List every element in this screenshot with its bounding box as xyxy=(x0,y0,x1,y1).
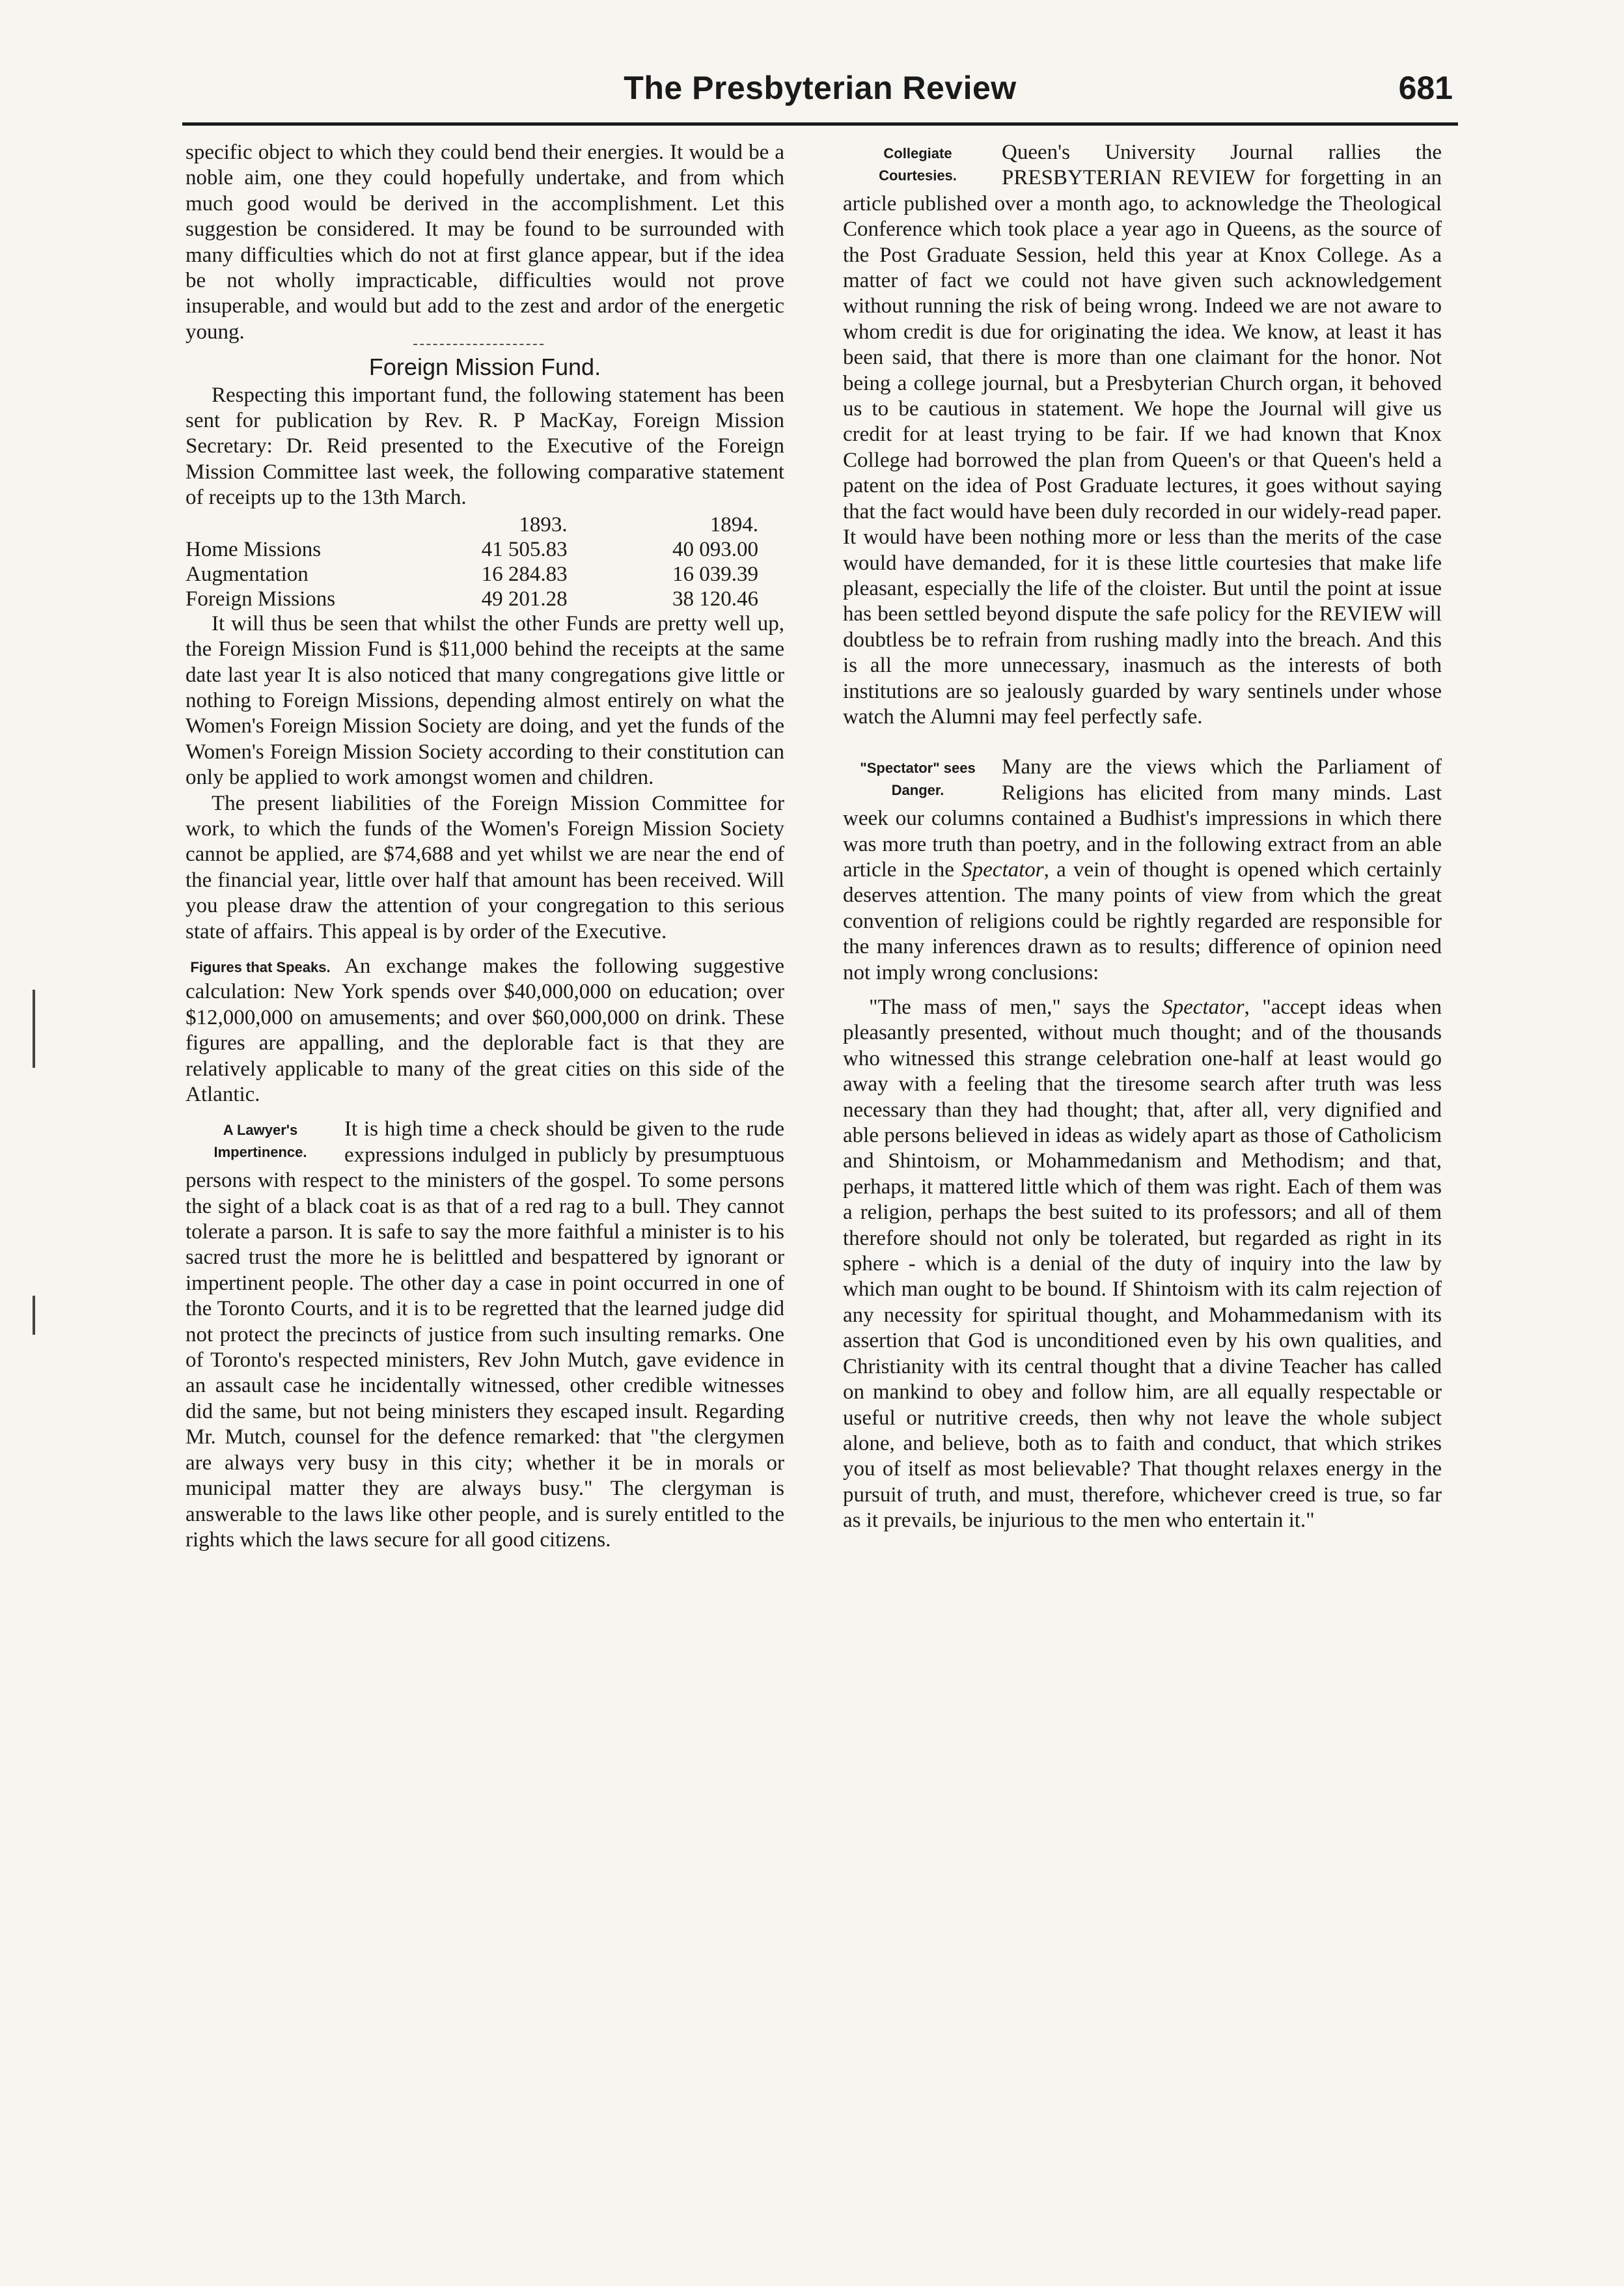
value-1894: 16 039.39 xyxy=(672,562,758,586)
row-label: Foreign Missions xyxy=(186,587,336,611)
spectator-quotation xyxy=(843,995,1442,1534)
scan-edge-mark xyxy=(33,990,35,1068)
lawyer-section xyxy=(186,1117,784,1553)
foreign-mission-paragraph: It will thus be seen that whilst the other Funds are pretty well up, the Foreign Mission Fund is $11,000 behind the receipts at the same date last year It is also noticed that many congregations give little or nothing to Foreign Missions, depending almost entirely on what the Women's Foreign Mission Society are doing, and yet the funds of the Women's Foreign Mission Society according to their constitution can only be applied to work amongst women and children. xyxy=(186,611,784,790)
sidenote-lawyer: A Lawyer's Impertinence. xyxy=(213,1122,307,1161)
table-row xyxy=(186,587,758,611)
spectator-title: Spectator xyxy=(961,857,1044,882)
sidenote-figures: Figures that Speaks. xyxy=(190,958,331,975)
value-1893: 16 284.83 xyxy=(481,562,568,586)
sidenote-spectator: "Spectator" sees Danger. xyxy=(860,760,976,799)
table-row xyxy=(186,562,758,587)
quote-text: , "accept ideas when pleasantly presented, without much thought; and of the thousands who witnessed this strange celebration one-half at least would go away with a feeling that the tiresome search after truth was less necessary than they had thought; that, after all, very dignified and able persons believed in ideas as widely apart as those of Catholicism and Shintoism, or Mohammedanism and Methodism; and that, perhaps, it mattered little which of them was right. Each of them was a religion, perhaps the best suited to its professors; and all of them therefore should not only be tolerated, but regarded as right in its sphere - which is a denial of the duty of inquiry into the law by which man ought to be bound. If Shintoism with its calm rejection of any necessity for spiritual thought, and Mohammedanism with its assertion that God is unconditioned even by his own qualities, and Christianity with its central thought that a divine Teacher has called on mankind to obey and follow him, are all equally respectable or useful or nutritive creeds, then why not leave the whole subject alone, and believe, both as to faith and conduct, that which strikes you of itself as most believable? That thought relaxes energy in the pursuit of truth, and must, therefore, whichever creed is true, so far as it prevails, be injurious to the men who entertain it." xyxy=(843,996,1442,1533)
figures-section xyxy=(186,954,784,1108)
figures-paragraph: An exchange makes the following suggestive calculation: New York spends over $40,000,000 on education; over $12,000,000 on amusements; and over $60,000,000 on drink. These figures are appalling, and the deplorable fact is that they are relatively applicable to many of the great cities on this side of the Atlantic. xyxy=(186,954,784,1106)
spectator-text: Many are the views which the Parliament of Religions has elicited from many minds. Last week our columns contained a Budhist's impressions in which there was more truth than poetry, and in the following extract from an able article in the xyxy=(843,755,1442,882)
value-1894: 40 093.00 xyxy=(672,537,758,561)
foreign-mission-paragraph: The present liabilities of the Foreign Mission Committee for work, to which the funds of the Women's Foreign Mission Society cannot be applied, are $74,688 and yet whilst we are near the end of the financial year, little over half that amount has been received. Will you please draw the attention of your congregation to this serious state of affairs. This appeal is by order of the Executive. xyxy=(186,791,784,943)
value-1893: 41 505.83 xyxy=(481,537,568,561)
value-1894: 38 120.46 xyxy=(672,587,758,611)
spectator-text: , a vein of thought is opened which certainly deserves attention. The many points of view from which the great convention of religions could be rightly regarded are responsible for the many inferences drawn as to results; difference of opinion need not imply wrong conclusions: xyxy=(843,857,1442,984)
year-header-1893: 1893. xyxy=(519,512,568,537)
quote-text: "The mass of men," says the xyxy=(869,996,1149,1019)
running-title: The Presbyterian Review xyxy=(624,70,1017,106)
row-label: Home Missions xyxy=(186,537,322,561)
section-divider xyxy=(413,344,544,349)
spectator-section xyxy=(843,755,1442,986)
scan-edge-mark xyxy=(33,1296,35,1335)
spectator-title: Spectator xyxy=(1162,996,1245,1019)
page-header xyxy=(182,64,1458,126)
row-label: Augmentation xyxy=(186,562,309,586)
collegiate-paragraph: Queen's University Journal rallies the PRESBYTERIAN REVIEW for forgetting in an article published over a month ago, to acknowledge the Theological Conference which took place a year ago in Queens, as the source of the Post Graduate Session, held this year at Knox College. As a matter of fact we could not have given such acknowledgement without running the risk of being wrong. Indeed we are not aware to whom credit is due for originating the idea. We know, at least it has been said, that there is more than one claimant for the honor. Not being a college journal, but a Presbyterian Church organ, it behoved us to be cautious in statement. We hope the Journal will give us credit for at least trying to be fair. If we had known that Knox College had borrowed the plan from Queen's or that Queen's held a patent on the idea of Post Graduate lectures, it goes without saying that the fact would have been duly recorded in our widely-read paper. It would have been nothing more or less than the merits of the case would have demanded, for it is these little courtesies that make life pleasant, especially the life of the cloister. But until the point at issue has been settled beyond dispute the safe policy for the REVIEW will doubtless be to refrain from rushing madly into the breach. And this is all the more unnecessary, inasmuch as the interests of both institutions are so jealously guarded by wary sentinels under whose watch the Alumni may feel perfectly safe. xyxy=(843,141,1442,729)
value-1893: 49 201.28 xyxy=(481,587,568,611)
page-number: 681 xyxy=(1398,70,1453,106)
left-column xyxy=(186,140,784,1553)
receipts-table-header xyxy=(186,512,758,537)
lawyer-paragraph: It is high time a check should be given to the rude expressions indulged in publicly by presumptuous persons with respect to the ministers of the gospel. To some persons the sight of a black coat is as that of a red rag to a bull. They cannot tolerate a parson. It is safe to say the more faithful a minister is to his sacred trust the more he is belittled and bespattered by ignorant or impertinent people. The other day a case in point occurred in one of the Toronto Courts, and it is to be regretted that the learned judge did not protect the precincts of justice from such insulting remarks. One of Toronto's respected ministers, Rev John Mutch, gave evidence in an assault case he incidentally witnessed, other credible witnesses did the same, but not being ministers they escaped insult. Regarding Mr. Mutch, counsel for the defence remarked: that "the clergymen are always very busy in this city; whether it be in morals or municipal matter they are always busy." The clergyman is answerable to the laws like other people, and is surely entitled to the rights which the laws secure for all good citizens. xyxy=(186,1117,784,1552)
intro-paragraph: specific object to which they could bend their energies. It would be a noble aim, one they could hopefully undertake, and from which much good would be derived in the accomplishment. Let this suggestion be considered. It may be found to be surrounded with many difficulties which do not at first glance appear, but if the idea be not wholly impracticable, difficulties would not prove insuperable, and would but add to the zest and ardor of the energetic young. xyxy=(186,141,784,344)
foreign-mission-paragraph: Respecting this important fund, the following statement has been sent for publication by Rev. R. P MacKay, Foreign Mission Secretary: Dr. Reid presented to the Executive of the Foreign Mission Committee last week, the following comparative statement of receipts up to the 13th March. xyxy=(186,383,784,510)
table-row xyxy=(186,537,758,562)
year-header-1894: 1894. xyxy=(709,512,758,537)
collegiate-section xyxy=(843,140,1442,730)
receipts-table xyxy=(186,512,758,611)
sidenote-collegiate: Collegiate Courtesies. xyxy=(879,145,957,184)
section-heading-foreign-mission: Foreign Mission Fund. xyxy=(368,354,601,381)
right-column xyxy=(843,140,1442,1534)
